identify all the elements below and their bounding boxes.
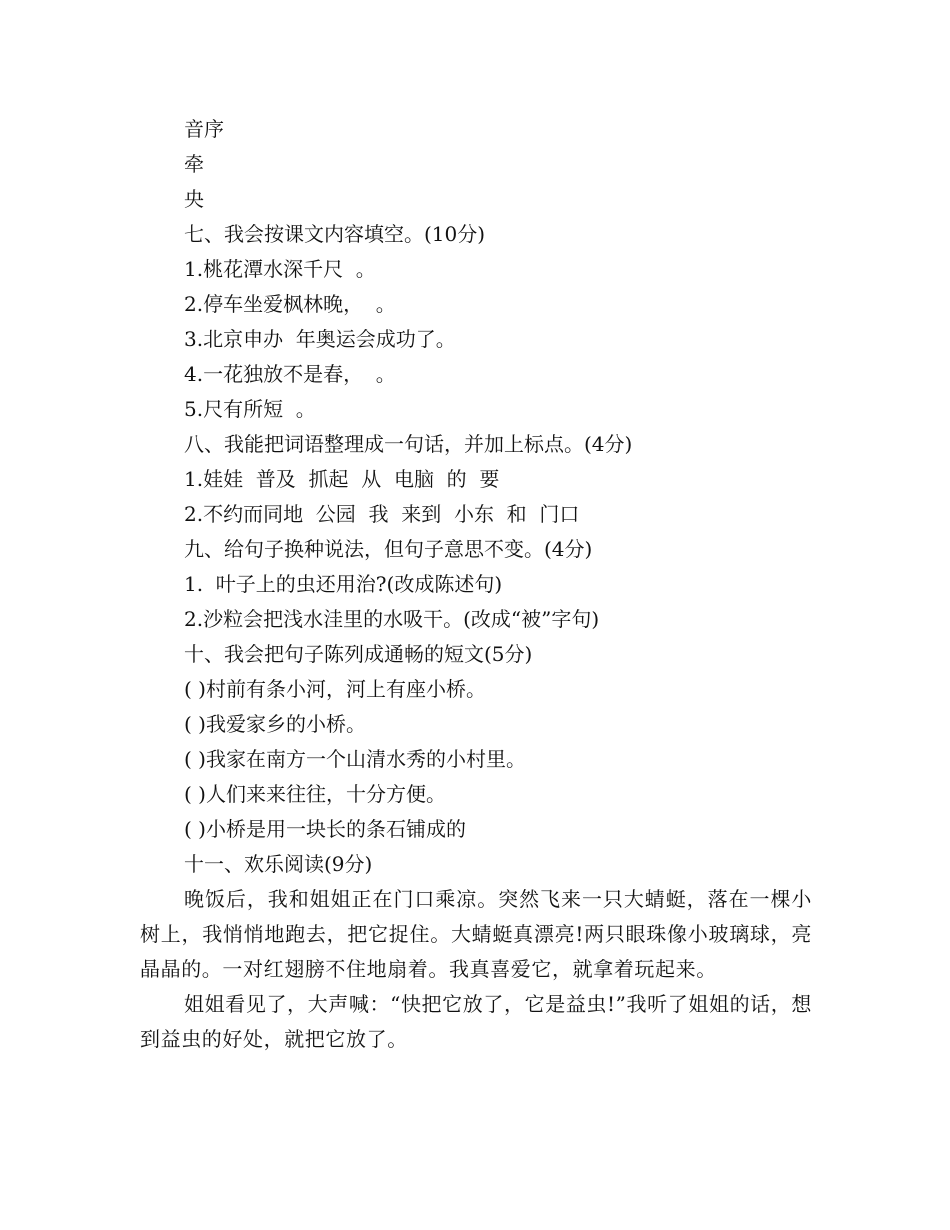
ordering-item-2: ( )我爱家乡的小桥。 [184,712,366,736]
question-9-2: 2.沙粒会把浅水洼里的水吸干。(改成“被”字句) [184,607,600,631]
section-heading-11: 十一、欢乐阅读(9分) [184,852,373,876]
reading-paragraph-1: 晚饭后，我和姐姐正在门口乘凉。突然飞来一只大蜻蜓，落在一棵小树上，我悄悄地跑去，把它捉住。大蜻蜓真漂亮!两只眼珠像小玻璃球，亮晶晶的。一对红翅膀不住地扇着。我真喜爱它，就拿着玩起来。 [140,887,812,981]
section-heading-7: 七、我会按课文内容填空。(10分) [184,222,486,246]
document-content [140,112,812,1057]
ordering-item-4: ( )人们来来往往，十分方便。 [184,782,446,806]
section-heading-8: 八、我能把词语整理成一句话，并加上标点。(4分) [184,432,633,456]
text-line-char-qian: 牵 [184,152,204,176]
question-7-3: 3.北京申办 年奥运会成功了。 [184,327,456,351]
reading-paragraph-2: 姐姐看见了，大声喊：“快把它放了，它是益虫!”我听了姐姐的话，想到益虫的好处，就把它放了。 [140,992,812,1051]
question-7-1: 1.桃花潭水深千尺 。 [184,257,376,281]
question-7-2: 2.停车坐爱枫林晚， 。 [184,292,396,316]
question-7-4: 4.一花独放不是春， 。 [184,362,396,386]
question-7-5: 5.尺有所短 。 [184,397,316,421]
ordering-item-3: ( )我家在南方一个山清水秀的小村里。 [184,747,526,771]
text-line-phonetic-order: 音序 [184,117,224,141]
ordering-item-1: ( )村前有条小河，河上有座小桥。 [184,677,486,701]
section-heading-10: 十、我会把句子陈列成通畅的短文(5分) [184,642,533,666]
ordering-item-5: ( )小桥是用一块长的条石铺成的 [184,817,466,841]
text-line-char-yang: 央 [184,187,204,211]
section-heading-9: 九、给句子换种说法，但句子意思不变。(4分) [184,537,593,561]
question-8-1: 1.娃娃 普及 抓起 从 电脑 的 要 [184,467,500,491]
question-8-2: 2.不约而同地 公园 我 来到 小东 和 门口 [184,502,580,526]
question-9-1: 1. 叶子上的虫还用治?(改成陈述句) [184,572,503,596]
